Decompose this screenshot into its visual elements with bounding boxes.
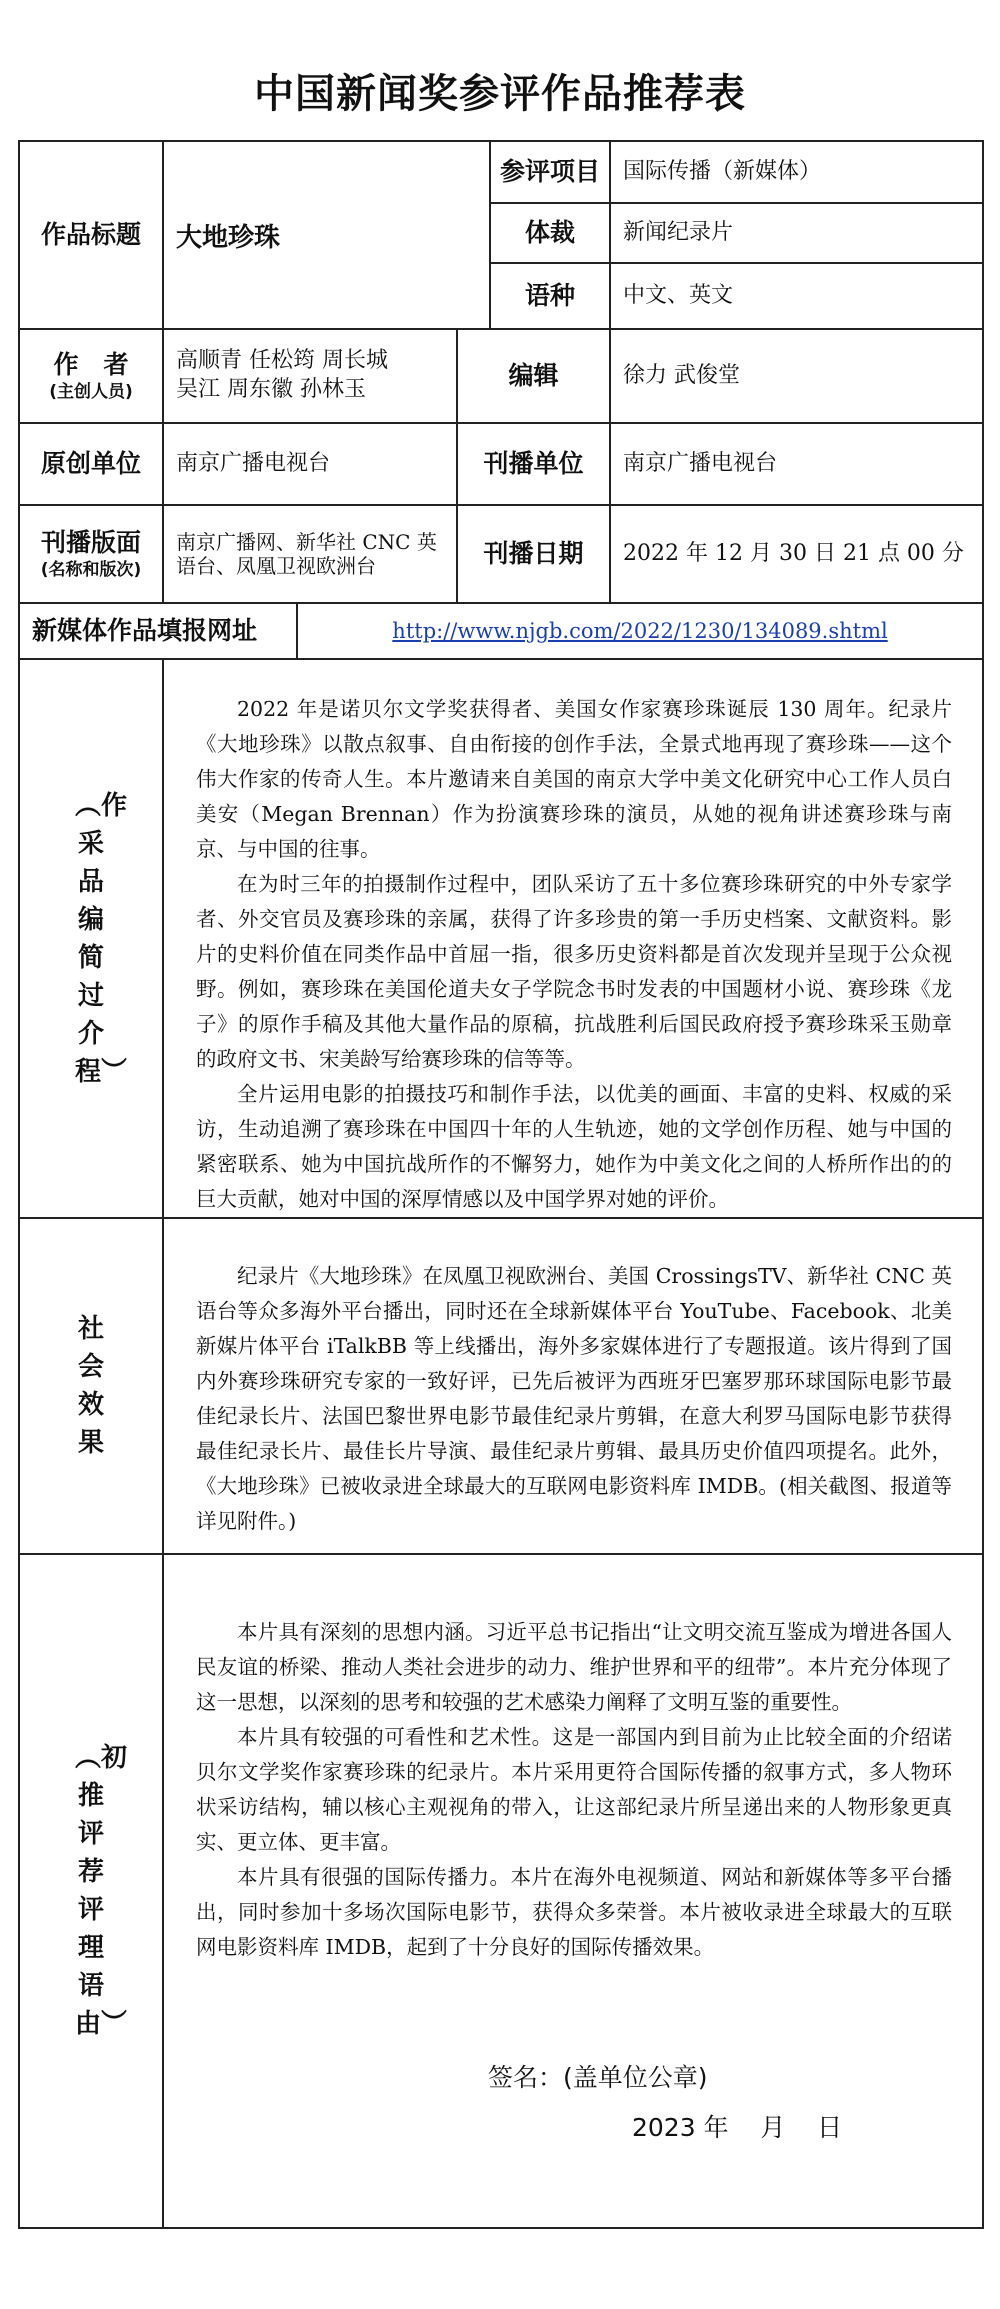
language-label: 语种 <box>490 263 610 329</box>
work-title-label: 作品标题 <box>19 141 163 329</box>
signature-date: 2023 年 月 日 <box>632 2113 843 2142</box>
genre-value: 新闻纪录片 <box>610 203 983 263</box>
intro-text <box>163 659 983 1218</box>
intro-paragraph: 在为时三年的拍摄制作过程中，团队采访了五十多位赛珍珠研究的中外专家学者、外交官员及赛珍珠的亲属，获得了许多珍贵的第一手历史档案、文献资料。影片的史料价值在同类作品中首屈一指，很多历史资料都是首次发现并呈现于公众视野。例如，赛珍珠在美国伦道夫女子学院念书时发表的中国题材小说、赛珍珠《龙子》的原作手稿及其他大量作品的原稿，抗战胜利后国民政府授予赛珍珠采玉勋章的政府文书、宋美龄写给赛珍珠的信等等。 <box>196 872 953 1071</box>
reason-label: ︵初推评荐评理语由︶ <box>75 1743 128 2039</box>
original-unit-value: 南京广播电视台 <box>163 423 457 505</box>
reason-paragraph: 本片具有深刻的思想内涵。习近平总书记指出“让文明交流互鉴成为增进各国人民友谊的桥梁、推动人类社会进步的动力、维护世界和平的纽带”。本片充分体现了这一思想，以深刻的思考和较强的艺术感染力阐释了文明互鉴的重要性。 <box>196 1620 953 1714</box>
reason-paragraph: 本片具有很强的国际传播力。本片在海外电视频道、网站和新媒体等多平台播出，同时参加十多场次国际电影节，获得众多荣誉。本片被收录进全球最大的互联网电影资料库 IMDB，起到了十分良好的国际传播效果。 <box>196 1865 953 1959</box>
social-label-cell <box>19 1218 163 1554</box>
original-unit-label: 原创单位 <box>19 423 163 505</box>
signature-label: 签名：(盖单位公章) <box>488 2063 708 2092</box>
intro-label-cell <box>19 659 163 1218</box>
new-media-url-label: 新媒体作品填报网址 <box>19 603 297 659</box>
new-media-url-link[interactable]: http://www.njgb.com/2022/1230/134089.shtml <box>297 603 983 659</box>
genre-label: 体裁 <box>490 203 610 263</box>
publish-layout-value: 南京广播网、新华社 CNC 英语台、凤凰卫视欧洲台 <box>163 505 457 603</box>
reason-text <box>163 1554 983 2228</box>
author-label-cell <box>19 329 163 423</box>
recommendation-form-table <box>18 140 984 2229</box>
page-title: 中国新闻奖参评作品推荐表 <box>254 71 746 117</box>
editor-label: 编辑 <box>457 329 610 423</box>
category-value: 国际传播（新媒体） <box>610 141 983 203</box>
intro-paragraph: 2022 年是诺贝尔文学奖获得者、美国女作家赛珍珠诞辰 130 周年。纪录片《大地珍珠》以散点叙事、自由衔接的创作手法，全景式地再现了赛珍珠——这个伟大作家的传奇人生。本片邀请来自美国的南京大学中美文化研究中心工作人员白美安（Megan Brennan）作为扮演赛珍珠的演员，从她的视角讲述赛珍珠与南京、与中国的往事。 <box>196 697 953 861</box>
authors-value <box>163 329 457 423</box>
publish-date-value: 2022 年 12 月 30 日 21 点 00 分 <box>610 505 983 603</box>
intro-paragraph: 全片运用电影的拍摄技巧和制作手法，以优美的画面、丰富的史料、权威的采访，生动追溯了赛珍珠在中国四十年的人生轨迹，她的文学创作历程、她与中国的紧密联系、她为中国抗战所作的不懈努力，她作为中美文化之间的人桥所作出的的巨大贡献，她对中国的深厚情感以及中国学界对她的评价。 <box>196 1082 953 1211</box>
work-title-value: 大地珍珠 <box>163 141 490 329</box>
publish-layout-label-cell <box>19 505 163 603</box>
publish-date-label: 刊播日期 <box>457 505 610 603</box>
reason-paragraph: 本片具有较强的可看性和艺术性。这是一部国内到目前为止比较全面的介绍诺贝尔文学奖作家赛珍珠的纪录片。本片采用更符合国际传播的叙事方式，多人物环状采访结构，辅以核心主观视角的带入，让这部纪录片所呈递出来的人物形象更真实、更立体、更丰富。 <box>196 1725 953 1854</box>
editor-value: 徐力 武俊堂 <box>610 329 983 423</box>
social-label: 社会效果 <box>77 1314 104 1458</box>
author-sublabel: (主创人员) <box>49 382 133 403</box>
publish-layout-label: 刊播版面 <box>40 527 141 557</box>
intro-label: ︵作采品编简过介程︶ <box>75 790 128 1087</box>
social-text <box>163 1218 983 1554</box>
authors-line-2: 吴江 周东徽 孙林玉 <box>176 377 366 402</box>
social-paragraph: 纪录片《大地珍珠》在凤凰卫视欧洲台、美国 CrossingsTV、新华社 CNC 英语台等众多海外平台播出，同时还在全球新媒体平台 YouTube、Facebook、北美新媒片体平台 iTalkBB 等上线播出，海外多家媒体进行了专题报道。该片得到了国内外赛珍珠研究专家的一致好评，已先后被评为西班牙巴塞罗那环球国际电影节最佳纪录长片、法国巴黎世界电影节最佳纪录片剪辑，在意大利罗马国际电影节获得最佳纪录长片、最佳长片导演、最佳纪录片剪辑、最具历史价值四项提名。此外，《大地珍珠》已被收录进全球最大的互联网电影资料库 IMDB。(相关截图、报道等详见附件。) <box>196 1264 953 1533</box>
category-label: 参评项目 <box>490 141 610 203</box>
author-label: 作 者 <box>53 349 129 379</box>
publish-layout-sublabel: (名称和版次) <box>40 560 142 581</box>
publish-unit-value: 南京广播电视台 <box>610 423 983 505</box>
publish-unit-label: 刊播单位 <box>457 423 610 505</box>
reason-label-cell <box>19 1554 163 2228</box>
authors-line-1: 高顺青 任松筠 周长城 <box>176 348 388 374</box>
language-value: 中文、英文 <box>610 263 983 329</box>
